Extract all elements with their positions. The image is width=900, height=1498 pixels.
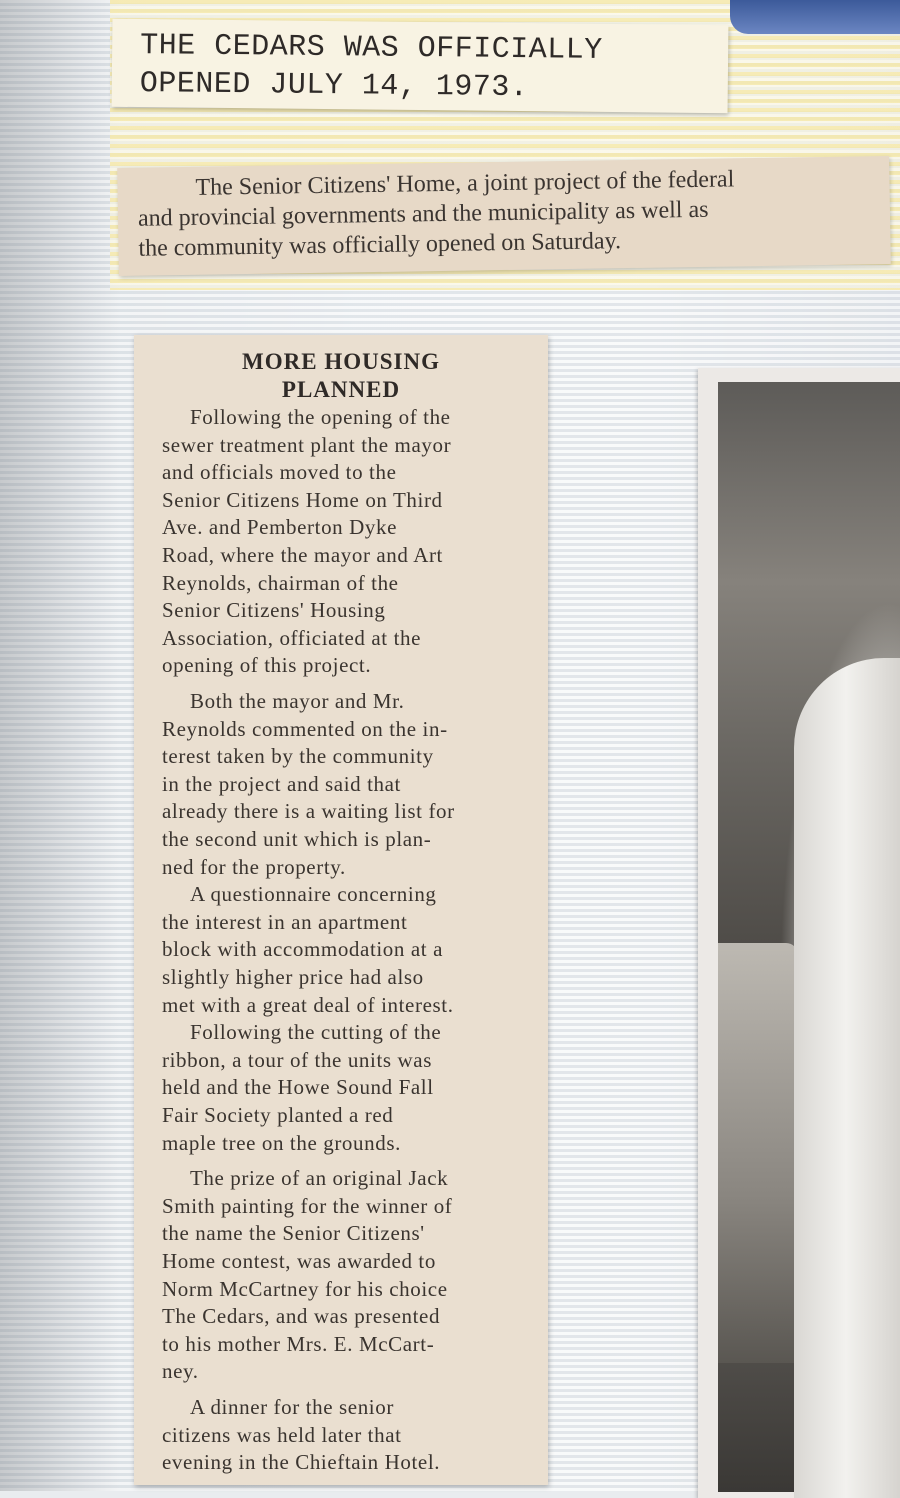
article-line: the second unit which is plan-	[162, 827, 432, 851]
article-line: Senior Citizens' Housing	[162, 598, 386, 623]
article-line: Home contest, was awarded to	[162, 1249, 436, 1273]
article-line: The prize of an original Jack	[190, 1166, 449, 1191]
intro-clipping	[117, 156, 891, 276]
photograph-person	[794, 658, 900, 1498]
article-headline-1: MORE HOUSING	[242, 349, 440, 374]
article-line: the interest in an apartment	[162, 909, 408, 934]
article-line: Both the mayor and Mr.	[190, 689, 405, 713]
article-line: ney.	[162, 1359, 199, 1384]
article-line: held and the Howe Sound Fall	[162, 1075, 434, 1100]
title-line-1: THE CEDARS WAS OFFICIALLY	[140, 29, 603, 68]
article-line: Senior Citizens Home on Third	[162, 487, 443, 512]
article-line: Following the cutting of the	[190, 1020, 442, 1045]
blue-cover-edge	[730, 0, 900, 34]
article-line: citizens was held later that	[162, 1422, 402, 1447]
intro-line-1: The Senior Citizens' Home, a joint project of the federal	[195, 166, 735, 201]
article-line: in the project and said that	[162, 771, 401, 796]
article-line: Smith painting for the winner of	[162, 1193, 453, 1218]
article-line: Norm McCartney for his choice	[162, 1276, 448, 1301]
article-line: The Cedars, and was presented	[162, 1304, 441, 1329]
article-line: Association, officiated at the	[162, 625, 422, 650]
article-line: sewer treatment plant the mayor	[162, 432, 452, 457]
intro-line-3: the community was officially opened on Saturday.	[138, 228, 622, 262]
article-line: evening in the Chieftain Hotel.	[162, 1450, 441, 1475]
article-line: terest taken by the community	[162, 744, 434, 769]
article-line: A questionnaire concerning	[190, 882, 437, 907]
article-line: to his mother Mrs. E. McCart-	[162, 1331, 435, 1356]
article-line: Reynolds commented on the in-	[162, 716, 448, 741]
photo-clipping	[698, 368, 900, 1498]
intro-line-2: and provincial governments and the municipality as well as	[137, 196, 709, 232]
article-line: opening of this project.	[162, 653, 372, 678]
article-line: Road, where the mayor and Art	[162, 543, 443, 567]
article-headline-2: PLANNED	[281, 377, 401, 402]
article-clipping	[134, 335, 548, 1485]
article-line: Reynolds, chairman of the	[162, 570, 399, 595]
article-line: and officials moved to the	[162, 460, 397, 485]
article-line: Ave. and Pemberton Dyke	[162, 515, 398, 540]
article-line: ned for the property.	[162, 854, 346, 879]
article-line: Following the opening of the	[190, 405, 451, 429]
article-line: ribbon, a tour of the units was	[162, 1047, 432, 1072]
page-shadow	[0, 0, 120, 1491]
article-line: A dinner for the senior	[190, 1395, 394, 1419]
article-line: block with accommodation at a	[162, 937, 443, 962]
article-line: the name the Senior Citizens'	[162, 1221, 425, 1246]
article-line: slightly higher price had also	[162, 965, 424, 989]
title-line-2: OPENED JULY 14, 1973.	[139, 67, 529, 106]
title-clipping	[112, 19, 729, 113]
article-line: maple tree on the grounds.	[162, 1130, 401, 1155]
photograph-car	[718, 943, 798, 1363]
article-line: Fair Society planted a red	[162, 1103, 394, 1127]
article-line: already there is a waiting list for	[162, 799, 455, 824]
article-line: met with a great deal of interest.	[162, 992, 454, 1017]
